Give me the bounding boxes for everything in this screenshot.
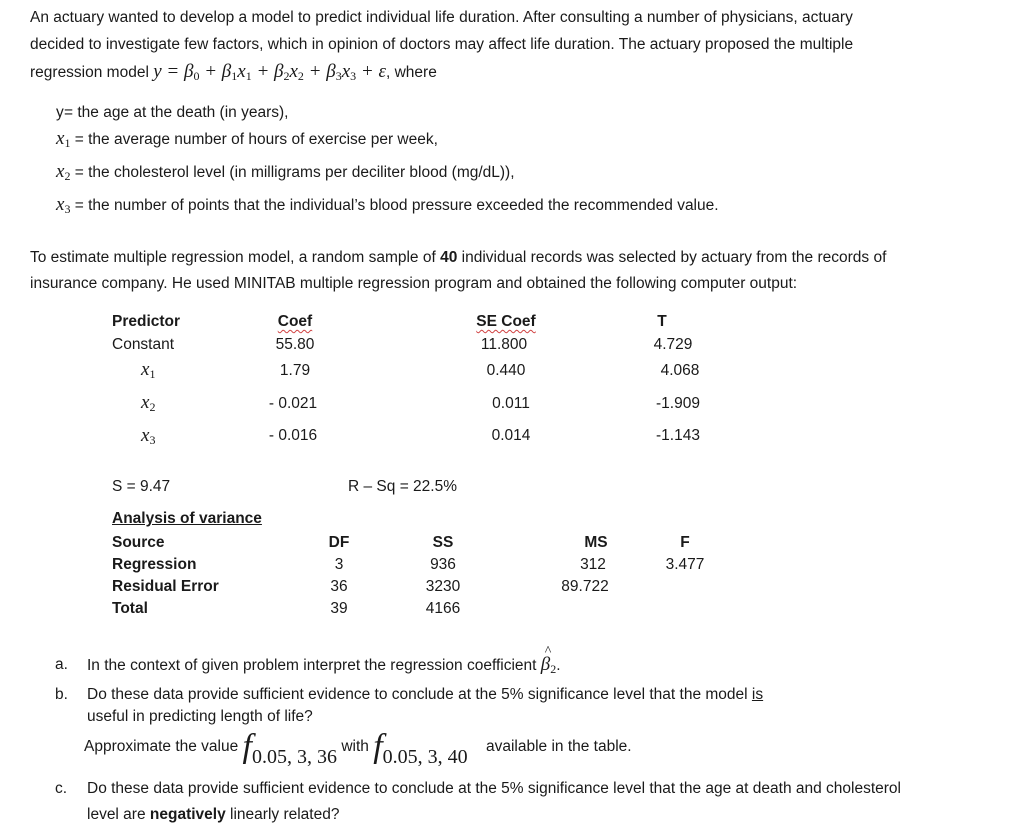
- estimate-line-1a: To estimate multiple regression model, a random sample of: [30, 249, 436, 266]
- se-constant: 11.800: [480, 336, 528, 353]
- s-value: S = 9.47: [112, 478, 171, 495]
- estimate-line-1: [30, 245, 990, 271]
- question-b-label: b.: [55, 686, 68, 703]
- anova-source-total: Total: [112, 600, 148, 617]
- regression-equation: $y = \beta_0 + \beta_1x_1 + \beta_2x_2 + \beta_3x_3 + \varepsilon$: [153, 61, 386, 83]
- anova-header-ms: MS: [584, 534, 608, 551]
- se-x3: 0.014: [491, 427, 531, 444]
- anova-header-source: Source: [112, 534, 165, 551]
- t-x1: 4.068: [660, 362, 700, 379]
- approx-with: with: [341, 738, 369, 755]
- r-squared-value: R – Sq = 22.5%: [348, 478, 457, 495]
- anova-df-total: 39: [330, 600, 348, 617]
- question-a-text: In the context of given problem interpret the regression coefficient: [87, 657, 537, 674]
- question-b-is: is: [751, 686, 764, 703]
- question-c-label: c.: [55, 780, 68, 797]
- header-t: T: [657, 313, 667, 330]
- anova-ms-residual: 89.722: [561, 578, 609, 595]
- question-b-line-2: useful in predicting length of life?: [87, 708, 313, 725]
- question-a-label: a.: [55, 656, 68, 673]
- anova-ss-regression: 936: [430, 556, 456, 573]
- anova-ms-regression: 312: [580, 556, 606, 573]
- anova-ss-total: 4166: [425, 600, 461, 617]
- estimate-line-1b: individual records was selected by actuary from the records of: [461, 249, 887, 266]
- anova-source-residual: Residual Error: [112, 578, 219, 595]
- t-x2: -1.909: [656, 395, 700, 412]
- coef-x2: - 0.021: [268, 395, 318, 412]
- question-c-line-2: [87, 806, 339, 824]
- t-x3: -1.143: [656, 427, 700, 444]
- estimate-line-2: insurance company. He used MINITAB multiple regression program and obtained the following computer output:: [30, 275, 798, 292]
- approx-text-b: available in the table.: [485, 738, 632, 755]
- f-critical-40: f: [373, 728, 383, 765]
- definition-x1-text: = the average number of hours of exercise per week,: [74, 131, 438, 148]
- approx-text-a: Approximate the value: [84, 738, 239, 755]
- predictor-x2: $x_2$: [141, 392, 156, 414]
- question-c-line-2b: linearly related?: [230, 806, 340, 823]
- question-b-line-1: [87, 686, 763, 704]
- definition-x3-text: = the number of points that the individual’s blood pressure exceeded the recommended value.: [74, 197, 719, 214]
- question-c-line-2a: level are: [87, 806, 146, 823]
- anova-source-regression: Regression: [112, 556, 197, 573]
- se-x2: 0.011: [492, 395, 530, 412]
- header-coef: Coef: [277, 313, 313, 330]
- intro-paragraph: [30, 4, 990, 90]
- anova-header-ss: SS: [432, 534, 454, 551]
- anova-df-residual: 36: [330, 578, 348, 595]
- estimate-paragraph: [30, 245, 990, 297]
- coef-x1: 1.79: [279, 362, 311, 379]
- intro-line-2: decided to investigate few factors, which in opinion of doctors may affect life duration. The actuary proposed the multiple: [30, 36, 854, 53]
- coef-x3: - 0.016: [268, 427, 318, 444]
- intro-line-1: An actuary wanted to develop a model to predict individual life duration. After consulting a number of physicians, actuary: [30, 9, 853, 26]
- question-b-text-a: Do these data provide sufficient evidence to conclude at the 5% significance level that the model: [87, 686, 748, 703]
- anova-title: Analysis of variance: [112, 510, 262, 527]
- question-c-line-1: Do these data provide sufficient evidence to conclude at the 5% significance level that the age at death and cholesterol: [87, 780, 901, 797]
- anova-f-regression: 3.477: [665, 556, 705, 573]
- t-constant: 4.729: [653, 336, 693, 353]
- predictor-x1: $x_1$: [141, 359, 156, 381]
- predictor-x3: $x_3$: [141, 425, 156, 447]
- f-critical-40-sub: 0.05, 3, 40: [382, 746, 468, 768]
- coef-constant: 55.80: [275, 336, 315, 353]
- definition-y-text: = the age at the death (in years),: [64, 104, 289, 121]
- se-x1: 0.440: [486, 362, 526, 379]
- question-b-approx-line: [84, 728, 632, 768]
- definition-x3: $x_3$ = the number of points that the individual’s blood pressure exceeded the recommended value.: [56, 194, 719, 216]
- definition-x2-text: = the cholesterol level (in milligrams per deciliter blood (mg/dL)),: [74, 164, 515, 181]
- header-predictor: Predictor: [112, 313, 181, 330]
- definition-x1: $x_1$ = the average number of hours of exercise per week,: [56, 128, 438, 150]
- definition-y: [64, 104, 288, 122]
- question-c-negatively: negatively: [149, 806, 226, 823]
- anova-df-regression: 3: [334, 556, 344, 573]
- f-critical-36-sub: 0.05, 3, 36: [252, 746, 337, 768]
- intro-line-3-suffix: , where: [385, 64, 437, 81]
- predictor-constant: Constant: [112, 336, 175, 353]
- question-a: In the context of given problem interpret the regression coefficient β ^ $_2$.: [87, 644, 561, 676]
- header-se-coef: SE Coef: [476, 313, 536, 330]
- anova-ss-residual: 3230: [425, 578, 461, 595]
- definition-y-symbol: y: [56, 104, 64, 121]
- definition-x2: $x_2$ = the cholesterol level (in milligrams per deciliter blood (mg/dL)),: [56, 161, 515, 183]
- intro-line-3: [30, 58, 990, 90]
- intro-line-3-prefix: regression model: [30, 64, 149, 81]
- f-critical-36: f: [242, 728, 252, 765]
- beta-2-hat: β ^ $_2$: [540, 644, 557, 676]
- anova-header-df: DF: [328, 534, 350, 551]
- anova-header-f: F: [680, 534, 690, 551]
- sample-size: 40: [440, 249, 458, 266]
